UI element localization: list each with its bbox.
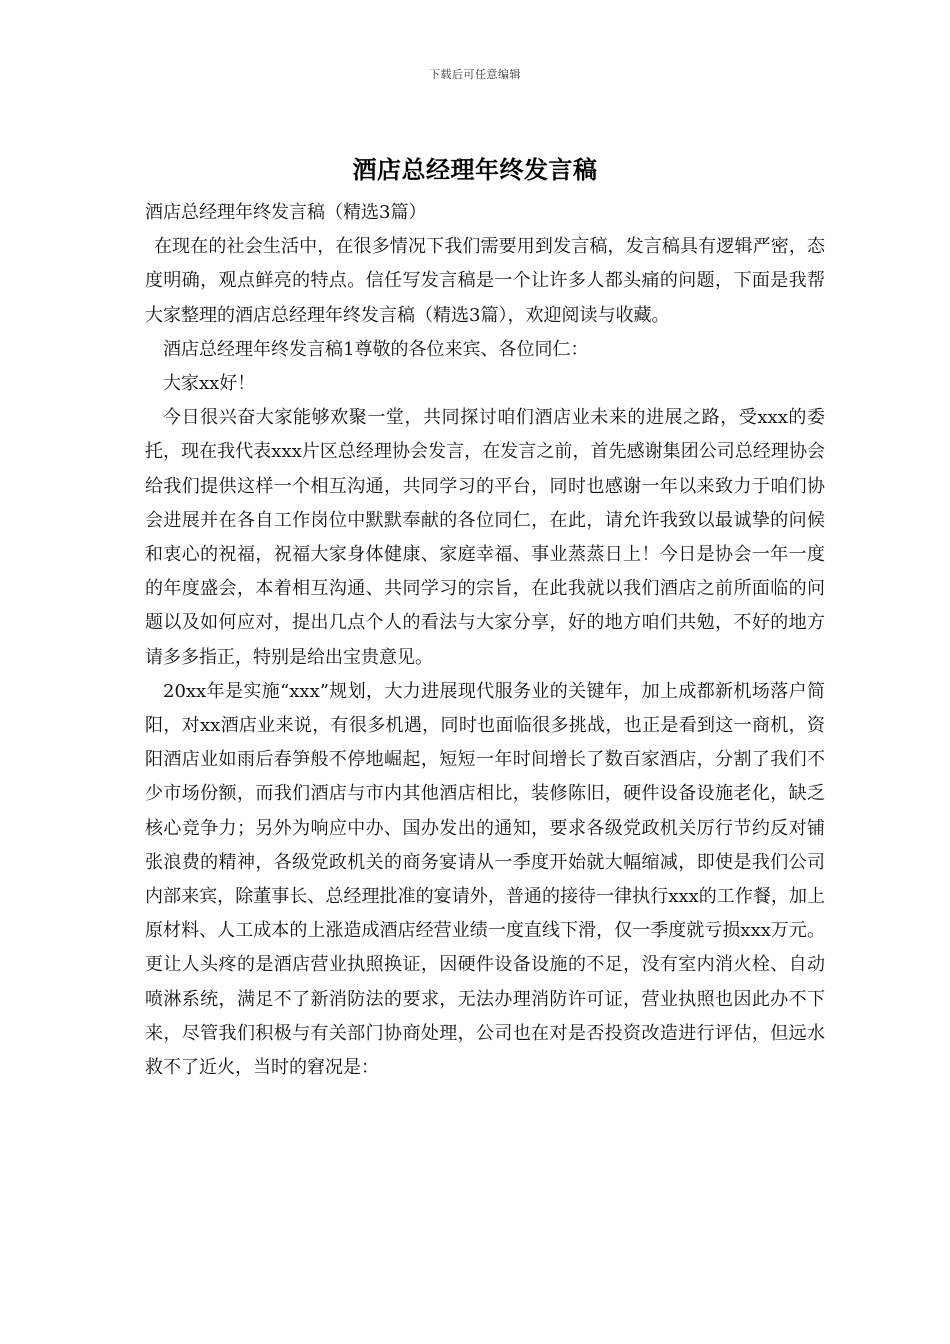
header-note: 下载后可任意编辑 (429, 68, 521, 81)
paragraph-opening: 今日很兴奋大家能够欢聚一堂，共同探讨咱们酒店业未来的进展之路，受xxx的委托，现在我代表xxx片区总经理协会发言，在发言之前，首先感谢集团公司总经理协会给我们提供这样一个相互沟通，共同学习的平台，同时也感谢一年以来致力于咱们协会进展并在各自工作岗位中默默奉献的各位同仁，在此，请允许我致以最诚挚的问候和衷心的祝福，祝福大家身体健康、家庭幸福、事业蒸蒸日上！今日是协会一年一度的年度盛会，本着相互沟通、共同学习的宗旨，在此我就以我们酒店之前所面临的问题以及如何应对，提出几点个人的看法与大家分享，好的地方咱们共勉，不好的地方请多多指正，特别是给出宝贵意见。 (145, 407, 825, 668)
document-title: 酒店总经理年终发言稿 (352, 155, 598, 184)
document-subtitle: 酒店总经理年终发言稿（精选3篇） (145, 202, 427, 223)
document-body (145, 196, 825, 1085)
paragraph-greeting: 大家xx好！ (163, 373, 256, 395)
paragraph-situation: 20xx年是实施“xxx”规划，大力进展现代服务业的关键年，加上成都新机场落户简阳，对xx酒店业来说，有很多机遇，同时也面临很多挑战，也正是看到这一商机，资阳酒店业如雨后春笋般不停地崛起，短短一年时间增长了数百家酒店，分割了我们不少市场份额，而我们酒店与市内其他酒店相比，装修陈旧，硬件设备设施老化，缺乏核心竞争力；另外为响应中办、国办发出的通知，要求各级党政机关厉行节约反对铺张浪费的精神，各级党政机关的商务宴请从一季度开始就大幅缩减，即使是我们公司内部来宾，除董事长、总经理批准的宴请外，普通的接待一律执行xxx的工作餐，加上原材料、人工成本的上涨造成酒店经营业绩一度直线下滑，仅一季度就亏损xxx万元。更让人头疼的是酒店营业执照换证，因硬件设备设施的不足，没有室内消火栓、自动喷淋系统，满足不了新消防法的要求，无法办理消防许可证，营业执照也因此办不下来，尽管我们积极与有关部门协商处理，公司也在对是否投资改造进行评估，但远水救不了近火，当时的窘况是： (145, 680, 825, 1079)
paragraph-speech-heading: 酒店总经理年终发言稿1尊敬的各位来宾、各位同仁： (163, 338, 589, 360)
paragraph-intro: 在现在的社会生活中，在很多情况下我们需要用到发言稿，发言稿具有逻辑严密，态度明确，观点鲜亮的特点。信任写发言稿是一个让许多人都头痛的问题，下面是我帮大家整理的酒店总经理年终发言稿（精选3篇），欢迎阅读与收藏。 (145, 236, 825, 326)
